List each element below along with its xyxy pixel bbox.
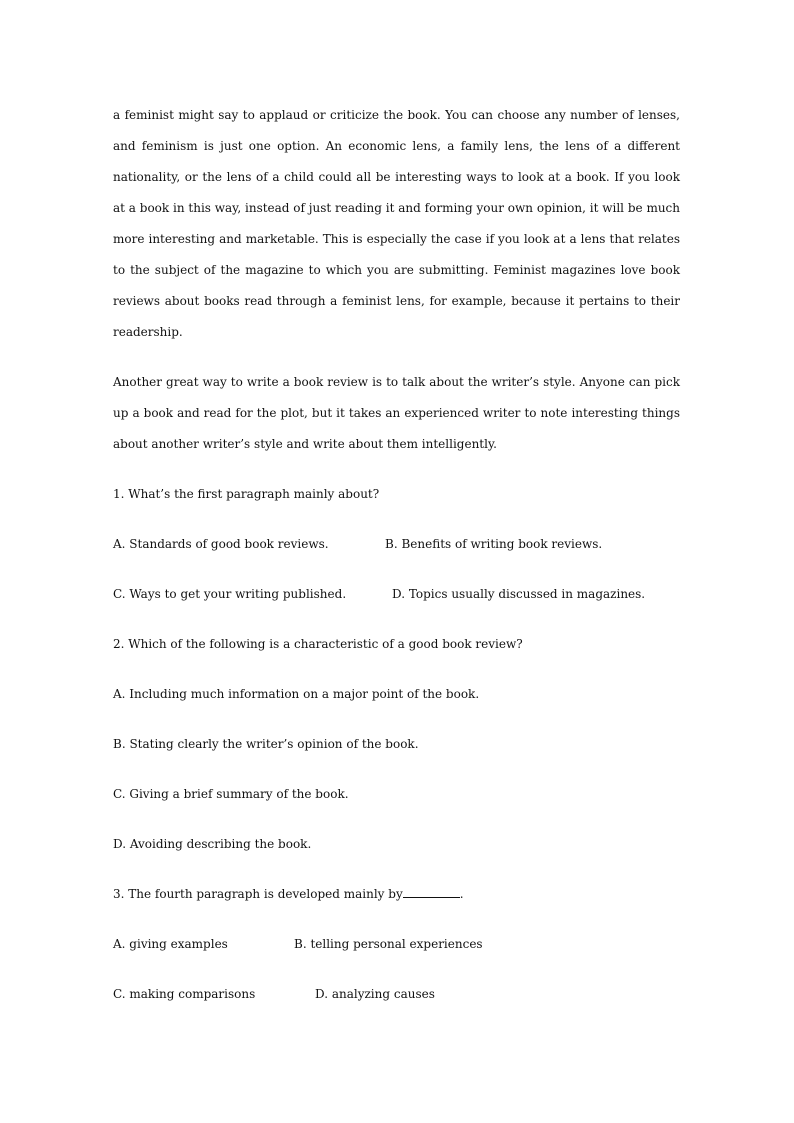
answer-blank: [403, 885, 460, 898]
question-stem-end: .: [459, 887, 464, 901]
passage-paragraph: Another great way to write a book review is to talk about the writer’s style. Anyone can pick up a book and read for the plot, but it takes an experienced writer to note interesting things about another writer’s style and write about them intelligently.: [113, 375, 680, 451]
option-row: [113, 579, 680, 610]
document-content: [113, 100, 680, 1010]
passage-paragraph: a feminist might say to applaud or criticize the book. You can choose any number of lenses, and feminism is just one option. An economic lens, a family lens, the lens of a different nationality, or the lens of a child could all be interesting ways to look at a book. If you look at a book in this way, instead of just reading it and forming your own opinion, it will be much more interesting and marketable. This is especially the case if you look at a lens that relates to the subject of the magazine to which you are submitting. Feminist magazines love book reviews about books read through a feminist lens, for example, because it pertains to their readership.: [113, 108, 680, 339]
option-d: D. Avoiding describing the book.: [113, 837, 312, 851]
option-d: D. analyzing causes: [315, 987, 435, 1001]
option-c: C. making comparisons: [113, 987, 256, 1001]
option-a: A. Including much information on a major point of the book.: [113, 687, 480, 701]
option-b: B. Stating clearly the writer’s opinion of the book.: [113, 737, 419, 751]
question-stem-text: 3. The fourth paragraph is developed mainly by: [113, 887, 403, 901]
question-stem: 1. What’s the first paragraph mainly about?: [113, 487, 380, 501]
option-c: C. Giving a brief summary of the book.: [113, 787, 349, 801]
option-row: [113, 529, 680, 560]
option-b: B. Benefits of writing book reviews.: [385, 537, 603, 551]
option-row: [113, 929, 680, 960]
option-a: A. giving examples: [113, 937, 228, 951]
option-row: [113, 979, 680, 1010]
question-stem: [113, 879, 680, 910]
option-d: D. Topics usually discussed in magazines.: [392, 587, 646, 601]
option-c: C. Ways to get your writing published.: [113, 587, 347, 601]
option-b: B. telling personal experiences: [294, 937, 483, 951]
option-a: A. Standards of good book reviews.: [113, 537, 329, 551]
question-stem: 2. Which of the following is a characteristic of a good book review?: [113, 637, 523, 651]
